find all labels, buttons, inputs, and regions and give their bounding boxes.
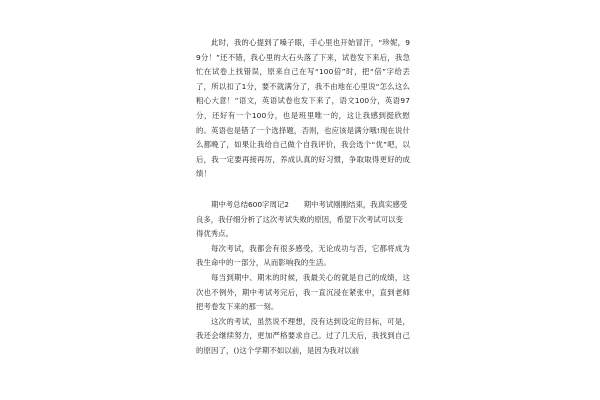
paragraph-feelings: 每次考试，我都会有很多感受，无论成功与否，它都将成为我生命中的一部分，从而影响我的生活。	[196, 243, 410, 268]
paragraph-waiting: 每当到期中、期末的时候，我最关心的就是自己的成绩，这次也不例外，期中考试考完后，我一直沉浸在紧张中，直到老师把考卷发下来的那一刻。	[196, 272, 410, 312]
paragraph-exam-result: 此时，我的心提到了嗓子眼，手心里也开始冒汗，“珍妮，99分！”还不错，我心里的大石头落了下来，试卷发下来后，我急忙在试卷上找错误，原来自己在写“100倍”时，把“倍”字给丢了，所以扣了1分，要不就满分了，我不由地在心里说“怎么这么粗心大意！”语文，英语试卷也发下来了，语文100分，英语97分，还好有一个100分，也是班里唯一的，这让我感到挺欣慰的。英语也是错了一个选择题，否则，也应该是满分哦!现在说什么都晚了，如果让我给自己做个自我评价，我会选个“优”吧，以后，我一定要再接再厉，养成认真的好习惯，争取取得更好的成绩！	[196, 38, 410, 179]
paragraph-gap	[196, 182, 410, 198]
essay-heading: 期中考总结600字周记2 期中考试刚刚结束，我真实感受良多，我仔细分析了这次考试失败的原因，希望下次考试可以变得优秀点。	[196, 199, 408, 239]
paragraph-reflection: 这次的考试，虽然说不理想，没有达到设定的目标，可是，我还会继续努力，更加严格要求自己。过了几天后，我找到自己的原因了，()这个学期不如以前，是因为我对以前	[196, 316, 410, 355]
document-body	[196, 36, 410, 358]
